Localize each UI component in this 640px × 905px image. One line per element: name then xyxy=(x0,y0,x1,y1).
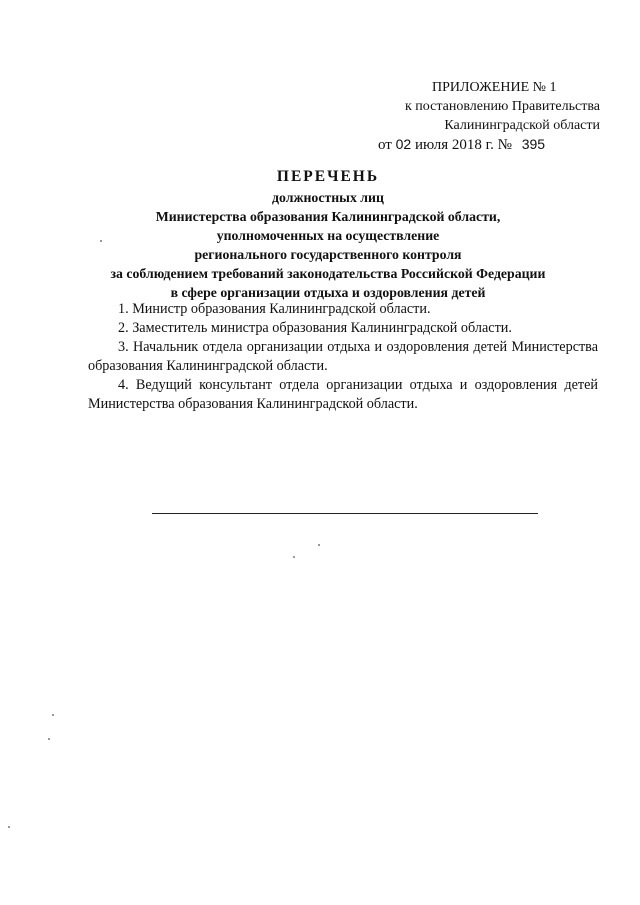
title-line: Министерства образования Калининградской области, xyxy=(155,209,501,224)
appendix-date-line xyxy=(360,135,600,155)
list-item: 2. Заместитель министра образования Калининградской области. xyxy=(118,320,512,336)
date-month-year: июля 2018 г. xyxy=(414,137,494,153)
scan-speck xyxy=(8,826,10,828)
document-number: 395 xyxy=(521,136,546,152)
scan-speck xyxy=(52,714,54,716)
officials-list xyxy=(88,300,598,414)
scan-speck xyxy=(318,544,320,546)
scan-speck xyxy=(48,738,50,740)
appendix-region: Калининградской области xyxy=(444,118,600,133)
appendix-reference: к постановлению Правительства xyxy=(404,99,600,114)
date-prefix: от xyxy=(378,137,392,153)
title-heading: ПЕРЕЧЕНЬ xyxy=(276,168,380,185)
appendix-title: ПРИЛОЖЕНИЕ № 1 xyxy=(432,80,557,95)
closing-rule xyxy=(152,513,538,514)
list-title xyxy=(80,166,576,302)
title-line: в сфере организации отдыха и оздоровления детей xyxy=(170,285,486,300)
title-line: должностных лиц xyxy=(272,190,384,205)
list-item: 1. Министр образования Калининградской области. xyxy=(118,301,431,317)
title-line: уполномоченных на осуществление xyxy=(216,228,440,243)
appendix-header xyxy=(360,78,600,155)
number-sign: № xyxy=(497,137,512,153)
title-line: регионального государственного контроля xyxy=(194,247,462,262)
scan-speck xyxy=(293,556,295,558)
date-day: 02 xyxy=(395,136,412,152)
title-line: за соблюдением требований законодательства Российской Федерации xyxy=(110,266,546,281)
scan-speck xyxy=(100,240,102,242)
list-item: 4. Ведущий консультант отдела организации отдыха и оздоровления детей Министерства образования Калининградской области. xyxy=(88,377,598,412)
list-item: 3. Начальник отдела организации отдыха и оздоровления детей Министерства образования Калининградской области. xyxy=(88,339,598,374)
